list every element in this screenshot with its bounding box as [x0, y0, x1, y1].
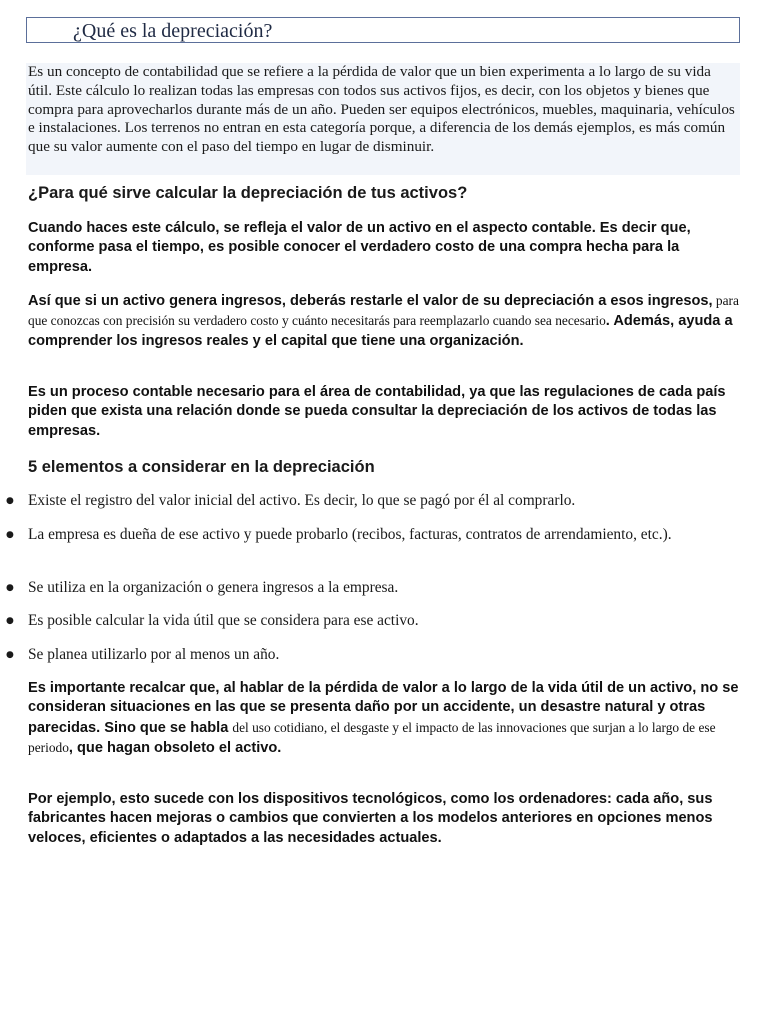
section-heading-elements: 5 elementos a considerar en la depreciación — [28, 458, 375, 476]
paragraph-purpose-2-serif: para que conozcas con precisión su verdadero costo y cuánto necesitarás para reemplazarlo cuando sea necesario — [28, 293, 739, 329]
paragraph-purpose-2-bold-a: Así que si un activo genera ingresos, deberás restarle el valor de su depreciación a esos ingresos, — [28, 293, 713, 309]
list-item-text: Se planea utilizarlo por al menos un año. — [28, 646, 280, 663]
paragraph-purpose-3: Es un proceso contable necesario para el área de contabilidad, ya que las regulaciones de cada país piden que exista una relación donde se pueda consultar la depreciación de los activos de todas las empresas. — [28, 384, 726, 439]
section-heading-purpose: ¿Para qué sirve calcular la depreciación de tus activos? — [28, 184, 468, 202]
paragraph-elements-1-serif: del uso cotidiano, el desgaste y el impacto de las innovaciones que surjan a lo largo de ese periodo — [28, 719, 716, 756]
paragraph-purpose-2-bold-b: . Además, ayuda a comprender los ingresos reales y el capital que tiene una organización. — [28, 313, 733, 349]
paragraph-elements-2: Por ejemplo, esto sucede con los dispositivos tecnológicos, como los ordenadores: cada año, sus fabricantes hacen mejoras o cambios que convierten a los modelos anteriores en opciones menos veloces, eficientes o adaptados a las necesidades actuales. — [28, 791, 713, 846]
bullet-icon: ● — [6, 616, 14, 626]
bullet-icon: ● — [6, 496, 14, 506]
paragraph-elements-1-bold-a: Es importante recalcar que, al hablar de la pérdida de valor a lo largo de la vida útil de un activo, no se consideran situaciones en las que se presenta daño por un accidente, un desastre natural y otras parecidas. Sino que se habla — [28, 680, 739, 736]
bullet-icon: ● — [6, 650, 14, 660]
list-item-text: La empresa es dueña de ese activo y puede probarlo (recibos, facturas, contratos de arrendamiento, etc.). — [28, 526, 672, 543]
list-item-text: Existe el registro del valor inicial del activo. Es decir, lo que se pagó por él al comprarlo. — [28, 492, 576, 509]
paragraph-elements-1-bold-b: , que hagan obsoleto el activo. — [68, 740, 282, 757]
intro-paragraph: Es un concepto de contabilidad que se refiere a la pérdida de valor que un bien experimenta a lo largo de su vida útil. Este cálculo lo realizan todas las empresas con todos sus activos fijos, es decir, con los objetos y bienes que compra para aprovecharlos durante más de un año. Pueden ser equipos electrónicos, muebles, maquinaria, vehículos e instalaciones. Los terrenos no entran en esta categoría porque, a diferencia de los demás ejemplos, es más común que su valor aumente con el paso del tiempo en lugar de disminuir. — [26, 63, 740, 175]
paragraph-elements-1 — [28, 679, 740, 759]
list-item-text: Se utiliza en la organización o genera ingresos a la empresa. — [28, 579, 399, 596]
bullet-icon: ● — [6, 583, 14, 593]
title-box — [26, 17, 740, 43]
page-title: ¿Qué es la depreciación? — [73, 20, 273, 42]
list-item-text: Es posible calcular la vida útil que se considera para ese activo. — [28, 612, 419, 629]
bullet-icon: ● — [6, 530, 14, 540]
paragraph-purpose-2 — [28, 291, 740, 351]
paragraph-purpose-1: Cuando haces este cálculo, se refleja el valor de un activo en el aspecto contable. Es decir que, conforme pasa el tiempo, es posible conocer el verdadero costo de una compra hecha para la empresa. — [28, 220, 691, 275]
